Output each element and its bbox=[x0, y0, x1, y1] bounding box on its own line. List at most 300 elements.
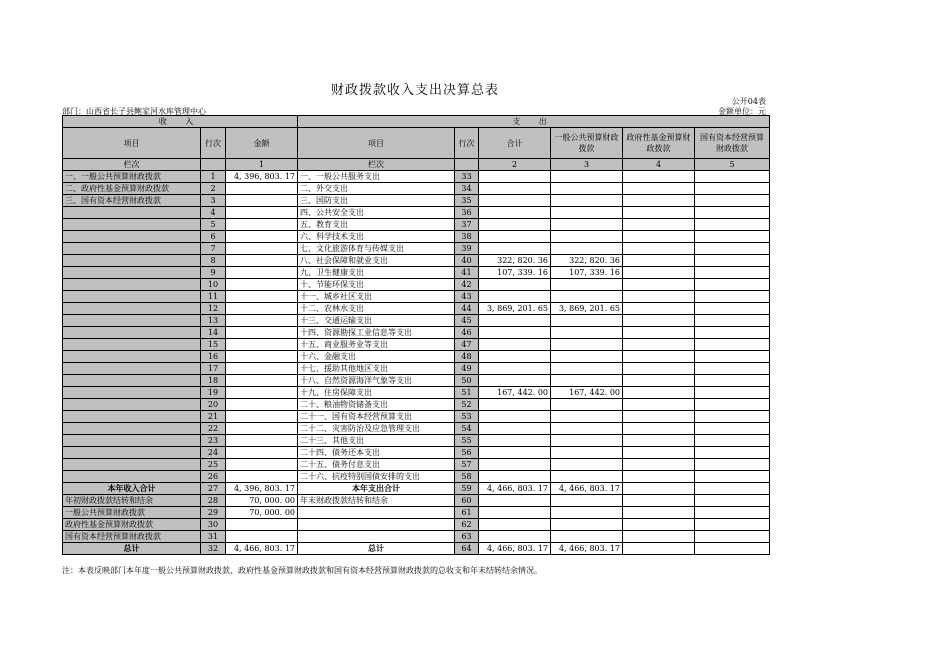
income-line-no: 28 bbox=[201, 495, 226, 507]
income-item bbox=[63, 279, 201, 291]
expense-state-capital bbox=[695, 411, 770, 423]
expense-general-budget: 167, 442. 00 bbox=[551, 387, 623, 399]
expense-gov-fund bbox=[623, 183, 695, 195]
expense-total bbox=[479, 279, 551, 291]
income-line-no: 11 bbox=[201, 291, 226, 303]
income-item bbox=[63, 375, 201, 387]
income-amount bbox=[226, 375, 298, 387]
expense-gov-fund bbox=[623, 351, 695, 363]
income-amount bbox=[226, 471, 298, 483]
income-item bbox=[63, 435, 201, 447]
table-row bbox=[63, 531, 770, 543]
column-index-2: 2 bbox=[479, 159, 551, 171]
expense-state-capital bbox=[695, 387, 770, 399]
income-amount bbox=[226, 243, 298, 255]
income-line-no: 14 bbox=[201, 327, 226, 339]
income-amount bbox=[226, 435, 298, 447]
expense-item: 十三、交通运输支出 bbox=[298, 315, 455, 327]
expense-item: 二十二、灾害防治及应急管理支出 bbox=[298, 423, 455, 435]
income-item: 本年收入合计 bbox=[63, 483, 201, 495]
expense-general-budget bbox=[551, 375, 623, 387]
expense-state-capital bbox=[695, 531, 770, 543]
expense-item: 二十一、国有资本经营预算支出 bbox=[298, 411, 455, 423]
income-line-no: 18 bbox=[201, 375, 226, 387]
expense-general-budget bbox=[551, 279, 623, 291]
income-amount bbox=[226, 255, 298, 267]
expense-total bbox=[479, 231, 551, 243]
table-row bbox=[63, 411, 770, 423]
expense-gov-fund bbox=[623, 207, 695, 219]
expense-general-budget bbox=[551, 183, 623, 195]
income-amount: 70, 000. 00 bbox=[226, 495, 298, 507]
expense-total bbox=[479, 471, 551, 483]
expense-state-capital bbox=[695, 471, 770, 483]
expense-state-capital bbox=[695, 255, 770, 267]
income-line-no: 24 bbox=[201, 447, 226, 459]
income-line-no: 4 bbox=[201, 207, 226, 219]
expense-gov-fund bbox=[623, 255, 695, 267]
table-row bbox=[63, 363, 770, 375]
expense-total: 322, 820. 36 bbox=[479, 255, 551, 267]
column-index-4: 4 bbox=[623, 159, 695, 171]
income-line-no: 31 bbox=[201, 531, 226, 543]
expense-general-budget bbox=[551, 423, 623, 435]
expense-gov-fund bbox=[623, 291, 695, 303]
expense-general-budget bbox=[551, 315, 623, 327]
column-index-row bbox=[63, 159, 770, 171]
income-item: 年初财政拨款结转和结余 bbox=[63, 495, 201, 507]
income-line-no: 3 bbox=[201, 195, 226, 207]
expense-line-no: 49 bbox=[455, 363, 479, 375]
income-line-no: 13 bbox=[201, 315, 226, 327]
expense-general-budget: 3, 869, 201. 65 bbox=[551, 303, 623, 315]
income-line-no: 9 bbox=[201, 267, 226, 279]
expense-section-header: 支 出 bbox=[298, 116, 770, 128]
income-line-no: 23 bbox=[201, 435, 226, 447]
expense-total bbox=[479, 171, 551, 183]
expense-total-header: 合计 bbox=[479, 128, 551, 159]
expense-line-no: 47 bbox=[455, 339, 479, 351]
expense-gov-fund bbox=[623, 303, 695, 315]
expense-state-capital bbox=[695, 243, 770, 255]
income-amount bbox=[226, 279, 298, 291]
expense-state-capital bbox=[695, 231, 770, 243]
income-amount bbox=[226, 207, 298, 219]
income-line-no: 12 bbox=[201, 303, 226, 315]
form-number: 公开04表 bbox=[731, 97, 766, 106]
expense-line-no: 61 bbox=[455, 507, 479, 519]
expense-general-budget bbox=[551, 495, 623, 507]
expense-item: 二十六、抗疫特别国债安排的支出 bbox=[298, 471, 455, 483]
expense-general-budget bbox=[551, 411, 623, 423]
expense-line-no: 52 bbox=[455, 399, 479, 411]
income-amount bbox=[226, 339, 298, 351]
expense-general-budget: 322, 820. 36 bbox=[551, 255, 623, 267]
income-amount: 4, 396, 803. 17 bbox=[226, 483, 298, 495]
expense-line-no: 50 bbox=[455, 375, 479, 387]
expense-item: 十四、资源勘探工业信息等支出 bbox=[298, 327, 455, 339]
expense-gov-fund bbox=[623, 339, 695, 351]
expense-state-capital bbox=[695, 315, 770, 327]
table-row bbox=[63, 207, 770, 219]
expense-gov-fund bbox=[623, 279, 695, 291]
state-capital-header: 国有资本经营预算财政拨款 bbox=[695, 128, 770, 159]
expense-line-no: 62 bbox=[455, 519, 479, 531]
income-amount bbox=[226, 351, 298, 363]
income-line-no: 16 bbox=[201, 351, 226, 363]
expense-item: 十九、住房保障支出 bbox=[298, 387, 455, 399]
expense-total bbox=[479, 339, 551, 351]
column-header-row bbox=[63, 128, 770, 159]
expense-item: 十六、金融支出 bbox=[298, 351, 455, 363]
expense-item: 总计 bbox=[298, 543, 455, 555]
expense-item: 三、国防支出 bbox=[298, 195, 455, 207]
table-row bbox=[63, 171, 770, 183]
income-line-no: 10 bbox=[201, 279, 226, 291]
expense-item: 七、文化旅游体育与传媒支出 bbox=[298, 243, 455, 255]
expense-state-capital bbox=[695, 183, 770, 195]
income-line-no: 32 bbox=[201, 543, 226, 555]
income-item bbox=[63, 327, 201, 339]
expense-general-budget bbox=[551, 363, 623, 375]
expense-line-no: 38 bbox=[455, 231, 479, 243]
expense-general-budget bbox=[551, 531, 623, 543]
income-item bbox=[63, 399, 201, 411]
expense-total: 4, 466, 803. 17 bbox=[479, 483, 551, 495]
expense-item: 二十五、债务付息支出 bbox=[298, 459, 455, 471]
expense-total bbox=[479, 243, 551, 255]
expense-line-no: 43 bbox=[455, 291, 479, 303]
income-item bbox=[63, 471, 201, 483]
expense-item-header: 项目 bbox=[298, 128, 455, 159]
income-amount bbox=[226, 519, 298, 531]
expense-state-capital bbox=[695, 351, 770, 363]
expense-item: 八、社会保障和就业支出 bbox=[298, 255, 455, 267]
table-row bbox=[63, 375, 770, 387]
income-amount bbox=[226, 459, 298, 471]
expense-state-capital bbox=[695, 519, 770, 531]
expense-item: 十八、自然资源海洋气象等支出 bbox=[298, 375, 455, 387]
expense-line-no: 40 bbox=[455, 255, 479, 267]
expense-general-budget: 4, 466, 803. 17 bbox=[551, 543, 623, 555]
income-column-index-label: 栏次 bbox=[63, 159, 201, 171]
expense-state-capital bbox=[695, 291, 770, 303]
expense-total bbox=[479, 291, 551, 303]
general-budget-header: 一般公共预算财政拨款 bbox=[551, 128, 623, 159]
column-index-5: 5 bbox=[695, 159, 770, 171]
income-item bbox=[63, 255, 201, 267]
income-item bbox=[63, 339, 201, 351]
income-item bbox=[63, 315, 201, 327]
expense-state-capital bbox=[695, 171, 770, 183]
expense-general-budget: 107, 339. 16 bbox=[551, 267, 623, 279]
expense-state-capital bbox=[695, 447, 770, 459]
expense-general-budget bbox=[551, 207, 623, 219]
expense-total bbox=[479, 459, 551, 471]
income-amount: 70, 000. 00 bbox=[226, 507, 298, 519]
expense-general-budget bbox=[551, 231, 623, 243]
expense-total bbox=[479, 423, 551, 435]
expense-state-capital bbox=[695, 375, 770, 387]
expense-total bbox=[479, 507, 551, 519]
income-line-no: 8 bbox=[201, 255, 226, 267]
expense-state-capital bbox=[695, 267, 770, 279]
expense-state-capital bbox=[695, 507, 770, 519]
expense-item bbox=[298, 519, 455, 531]
income-amount bbox=[226, 267, 298, 279]
income-item bbox=[63, 423, 201, 435]
income-line-no: 1 bbox=[201, 171, 226, 183]
expense-line-no: 54 bbox=[455, 423, 479, 435]
income-item bbox=[63, 447, 201, 459]
expense-column-index-label: 栏次 bbox=[298, 159, 455, 171]
income-amount bbox=[226, 183, 298, 195]
income-line-no: 2 bbox=[201, 183, 226, 195]
income-amount bbox=[226, 303, 298, 315]
column-index-3: 3 bbox=[551, 159, 623, 171]
expense-line-no: 36 bbox=[455, 207, 479, 219]
expense-gov-fund bbox=[623, 495, 695, 507]
table-row bbox=[63, 519, 770, 531]
table-row bbox=[63, 267, 770, 279]
expense-state-capital bbox=[695, 435, 770, 447]
expense-state-capital bbox=[695, 423, 770, 435]
department-label: 部门：山西省长子县鲍家河水库管理中心 bbox=[62, 107, 206, 116]
income-line-no: 5 bbox=[201, 219, 226, 231]
expense-line-no: 39 bbox=[455, 243, 479, 255]
expense-gov-fund bbox=[623, 411, 695, 423]
table-row bbox=[63, 303, 770, 315]
expense-item: 五、教育支出 bbox=[298, 219, 455, 231]
expense-state-capital bbox=[695, 543, 770, 555]
expense-state-capital bbox=[695, 327, 770, 339]
table-row bbox=[63, 459, 770, 471]
expense-item: 十二、农林水支出 bbox=[298, 303, 455, 315]
table-row bbox=[63, 483, 770, 495]
income-line-no: 19 bbox=[201, 387, 226, 399]
expense-state-capital bbox=[695, 495, 770, 507]
income-item bbox=[63, 267, 201, 279]
expense-total bbox=[479, 447, 551, 459]
expense-line-no: 51 bbox=[455, 387, 479, 399]
expense-line-no: 34 bbox=[455, 183, 479, 195]
table-row bbox=[63, 507, 770, 519]
expense-gov-fund bbox=[623, 219, 695, 231]
expense-total: 107, 339. 16 bbox=[479, 267, 551, 279]
table-row bbox=[63, 495, 770, 507]
income-amount bbox=[226, 291, 298, 303]
income-item bbox=[63, 291, 201, 303]
expense-total bbox=[479, 219, 551, 231]
income-item-header: 项目 bbox=[63, 128, 201, 159]
income-line-no: 20 bbox=[201, 399, 226, 411]
expense-general-budget bbox=[551, 219, 623, 231]
expense-item: 二十、粮油物资储备支出 bbox=[298, 399, 455, 411]
expense-gov-fund bbox=[623, 327, 695, 339]
expense-total bbox=[479, 399, 551, 411]
expense-line-no: 53 bbox=[455, 411, 479, 423]
income-line-no: 30 bbox=[201, 519, 226, 531]
expense-total bbox=[479, 327, 551, 339]
income-section-header: 收 入 bbox=[63, 116, 298, 128]
income-item: 政府性基金预算财政拨款 bbox=[63, 519, 201, 531]
expense-general-budget bbox=[551, 447, 623, 459]
expense-total bbox=[479, 315, 551, 327]
expense-line-no: 48 bbox=[455, 351, 479, 363]
table-row bbox=[63, 231, 770, 243]
expense-line-no: 33 bbox=[455, 171, 479, 183]
income-line-no: 21 bbox=[201, 411, 226, 423]
expense-gov-fund bbox=[623, 531, 695, 543]
expense-item: 二、外交支出 bbox=[298, 183, 455, 195]
income-amount bbox=[226, 423, 298, 435]
expense-general-budget bbox=[551, 507, 623, 519]
expense-gov-fund bbox=[623, 543, 695, 555]
table-row bbox=[63, 183, 770, 195]
income-item: 一、一般公共预算财政拨款 bbox=[63, 171, 201, 183]
table-row bbox=[63, 423, 770, 435]
budget-summary-table bbox=[62, 115, 770, 555]
expense-total bbox=[479, 207, 551, 219]
expense-item: 二十三、其他支出 bbox=[298, 435, 455, 447]
income-line-no: 29 bbox=[201, 507, 226, 519]
table-row bbox=[63, 471, 770, 483]
income-line-no: 26 bbox=[201, 471, 226, 483]
table-row bbox=[63, 243, 770, 255]
income-line-no: 17 bbox=[201, 363, 226, 375]
table-row bbox=[63, 339, 770, 351]
expense-line-no: 42 bbox=[455, 279, 479, 291]
income-item bbox=[63, 387, 201, 399]
table-row bbox=[63, 315, 770, 327]
expense-total bbox=[479, 495, 551, 507]
expense-total bbox=[479, 411, 551, 423]
expense-general-budget: 4, 466, 803. 17 bbox=[551, 483, 623, 495]
expense-item: 四、公共安全支出 bbox=[298, 207, 455, 219]
expense-gov-fund bbox=[623, 459, 695, 471]
expense-state-capital bbox=[695, 363, 770, 375]
expense-item bbox=[298, 531, 455, 543]
expense-line-no: 63 bbox=[455, 531, 479, 543]
expense-gov-fund bbox=[623, 267, 695, 279]
income-line-no: 15 bbox=[201, 339, 226, 351]
expense-gov-fund bbox=[623, 195, 695, 207]
expense-line-no: 41 bbox=[455, 267, 479, 279]
income-item: 总计 bbox=[63, 543, 201, 555]
table-row bbox=[63, 543, 770, 555]
income-item bbox=[63, 459, 201, 471]
expense-gov-fund bbox=[623, 471, 695, 483]
expense-line-no: 64 bbox=[455, 543, 479, 555]
expense-gov-fund bbox=[623, 507, 695, 519]
expense-general-budget bbox=[551, 171, 623, 183]
expense-total bbox=[479, 363, 551, 375]
income-amount bbox=[226, 447, 298, 459]
income-amount bbox=[226, 531, 298, 543]
expense-general-budget bbox=[551, 471, 623, 483]
expense-total bbox=[479, 435, 551, 447]
expense-general-budget bbox=[551, 339, 623, 351]
income-amount bbox=[226, 327, 298, 339]
income-item bbox=[63, 411, 201, 423]
expense-item: 十一、城乡社区支出 bbox=[298, 291, 455, 303]
table-row bbox=[63, 327, 770, 339]
expense-gov-fund bbox=[623, 171, 695, 183]
gov-fund-header: 政府性基金预算财政拨款 bbox=[623, 128, 695, 159]
income-amount bbox=[226, 387, 298, 399]
income-amount bbox=[226, 231, 298, 243]
table-row bbox=[63, 435, 770, 447]
income-amount bbox=[226, 411, 298, 423]
expense-line-no: 37 bbox=[455, 219, 479, 231]
expense-state-capital bbox=[695, 303, 770, 315]
table-row bbox=[63, 195, 770, 207]
expense-state-capital bbox=[695, 279, 770, 291]
expense-total bbox=[479, 195, 551, 207]
expense-general-budget bbox=[551, 459, 623, 471]
table-row bbox=[63, 387, 770, 399]
income-item: 二、政府性基金预算财政拨款 bbox=[63, 183, 201, 195]
expense-item: 年末财政拨款结转和结余 bbox=[298, 495, 455, 507]
expense-total bbox=[479, 531, 551, 543]
income-line-no: 22 bbox=[201, 423, 226, 435]
expense-line-no-header: 行次 bbox=[455, 128, 479, 159]
table-row bbox=[63, 255, 770, 267]
expense-state-capital bbox=[695, 207, 770, 219]
expense-item: 十五、商业服务业等支出 bbox=[298, 339, 455, 351]
expense-gov-fund bbox=[623, 435, 695, 447]
expense-line-no: 57 bbox=[455, 459, 479, 471]
expense-gov-fund bbox=[623, 315, 695, 327]
table-row bbox=[63, 447, 770, 459]
income-item bbox=[63, 363, 201, 375]
expense-item: 二十四、债务还本支出 bbox=[298, 447, 455, 459]
expense-general-budget bbox=[551, 195, 623, 207]
expense-item: 九、卫生健康支出 bbox=[298, 267, 455, 279]
expense-gov-fund bbox=[623, 363, 695, 375]
income-item bbox=[63, 219, 201, 231]
expense-general-budget bbox=[551, 435, 623, 447]
section-header-row bbox=[63, 116, 770, 128]
expense-line-no: 58 bbox=[455, 471, 479, 483]
expense-state-capital bbox=[695, 219, 770, 231]
expense-general-budget bbox=[551, 243, 623, 255]
expense-gov-fund bbox=[623, 519, 695, 531]
table-row bbox=[63, 399, 770, 411]
amount-unit-label: 金额单位：元 bbox=[718, 107, 766, 116]
expense-item bbox=[298, 507, 455, 519]
expense-general-budget bbox=[551, 291, 623, 303]
income-amount bbox=[226, 363, 298, 375]
expense-line-no: 45 bbox=[455, 315, 479, 327]
expense-line-no: 46 bbox=[455, 327, 479, 339]
table-row bbox=[63, 351, 770, 363]
expense-state-capital bbox=[695, 195, 770, 207]
expense-total: 3, 869, 201. 65 bbox=[479, 303, 551, 315]
income-amount-header: 金额 bbox=[226, 128, 298, 159]
income-item bbox=[63, 231, 201, 243]
column-index-1: 1 bbox=[226, 159, 298, 171]
income-amount bbox=[226, 399, 298, 411]
expense-gov-fund bbox=[623, 447, 695, 459]
expense-line-no: 56 bbox=[455, 447, 479, 459]
expense-total bbox=[479, 519, 551, 531]
expense-gov-fund bbox=[623, 243, 695, 255]
income-line-no: 27 bbox=[201, 483, 226, 495]
expense-gov-fund bbox=[623, 231, 695, 243]
expense-line-no: 55 bbox=[455, 435, 479, 447]
expense-item: 一、一般公共服务支出 bbox=[298, 171, 455, 183]
